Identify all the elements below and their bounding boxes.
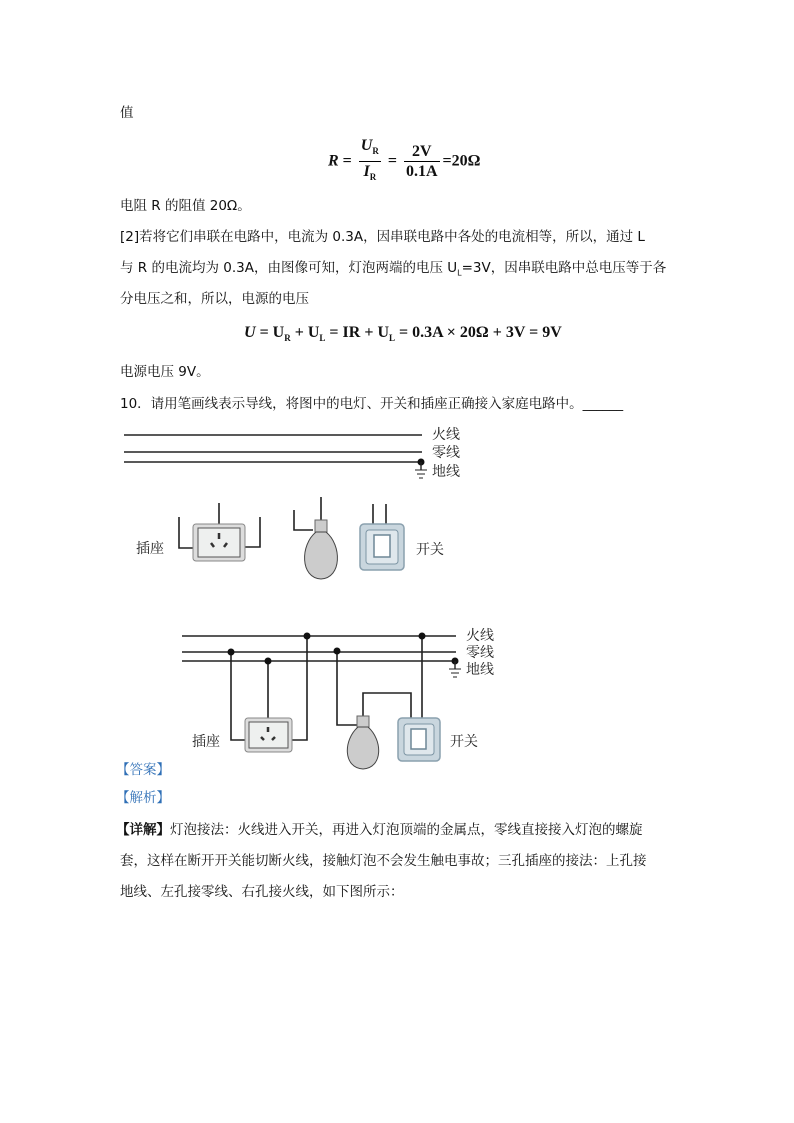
formula-term: L: [319, 333, 326, 344]
formula-term: R: [328, 152, 339, 170]
formula-term: =20Ω: [442, 152, 481, 170]
formula-term: + U: [364, 324, 389, 341]
text-line: 电阻 R 的阻值 20Ω。: [120, 198, 251, 214]
label-live: 火线: [466, 628, 494, 644]
label-socket: 插座: [136, 541, 164, 557]
formula-term: =: [387, 152, 397, 170]
detail-line: [116, 821, 643, 839]
detail-line: 地线、左孔接零线、右孔接火线，如下图所示：: [120, 884, 404, 900]
formula-term: R: [369, 172, 377, 183]
detail-line: 套，这样在断开开关能切断火线，接触灯泡不会发生触电事故；三孔插座的接法：上孔接: [120, 853, 647, 869]
switch-icon-1: [360, 524, 404, 570]
text-span: 与 R 的电流均为 0.3A，由图像可知，灯泡两端的电压 U: [120, 260, 458, 276]
formula-term: 0.1A: [405, 163, 438, 181]
label-switch: 开关: [416, 542, 444, 558]
label-ground: 地线: [432, 464, 460, 480]
formula-term: + U: [294, 324, 320, 341]
formula-term: = 0.3A × 20Ω + 3V = 9V: [399, 324, 562, 341]
formula-term: I: [363, 163, 370, 181]
formula-term: R: [284, 333, 291, 344]
formula-term: =: [342, 152, 352, 170]
formula-term: L: [389, 333, 396, 344]
text-line: 值: [120, 105, 134, 121]
bulb-icon-1: [305, 520, 338, 579]
label-ground: 地线: [466, 662, 494, 678]
formula-term: = IR: [329, 324, 361, 341]
text-span: L: [457, 268, 462, 278]
analysis-heading: 【解析】: [116, 790, 170, 806]
detail-tag: 【详解】: [116, 822, 170, 838]
label-live: 火线: [432, 427, 460, 443]
text-line: 分电压之和，所以，电源的电压: [120, 291, 309, 307]
label-socket: 插座: [192, 734, 220, 750]
text-line: [2]若将它们串联在电路中，电流为 0.3A，因串联电路中各处的电流相等，所以，通过 L: [120, 229, 645, 245]
socket-icon-1: [193, 524, 245, 561]
switch-icon-2: [398, 718, 440, 761]
label-neutral: 零线: [466, 645, 494, 661]
formula-term: U: [360, 137, 373, 154]
socket-icon-2: [245, 718, 292, 752]
junction-dots: [228, 633, 459, 665]
text-span: 灯泡接法：火线进入开关，再进入灯泡顶端的金属点，零线直接接入灯泡的螺旋: [170, 822, 643, 838]
formula-term: U: [244, 324, 256, 341]
question-10: 10．请用笔画线表示导线，将图中的电灯、开关和插座正确接入家庭电路中。______: [120, 396, 624, 412]
label-neutral: 零线: [432, 445, 460, 461]
formula-term: 2V: [404, 142, 440, 162]
formula-term: = U: [259, 324, 285, 341]
text-line: 电源电压 9V。: [120, 364, 210, 380]
ground-symbol-2: [449, 661, 461, 677]
text-span: =3V，因串联电路中总电压等于各: [461, 260, 667, 276]
label-switch: 开关: [450, 734, 478, 750]
answer-heading: 【答案】: [116, 762, 170, 778]
bulb-icon-2: [347, 716, 378, 769]
formula-term: R: [372, 146, 379, 157]
